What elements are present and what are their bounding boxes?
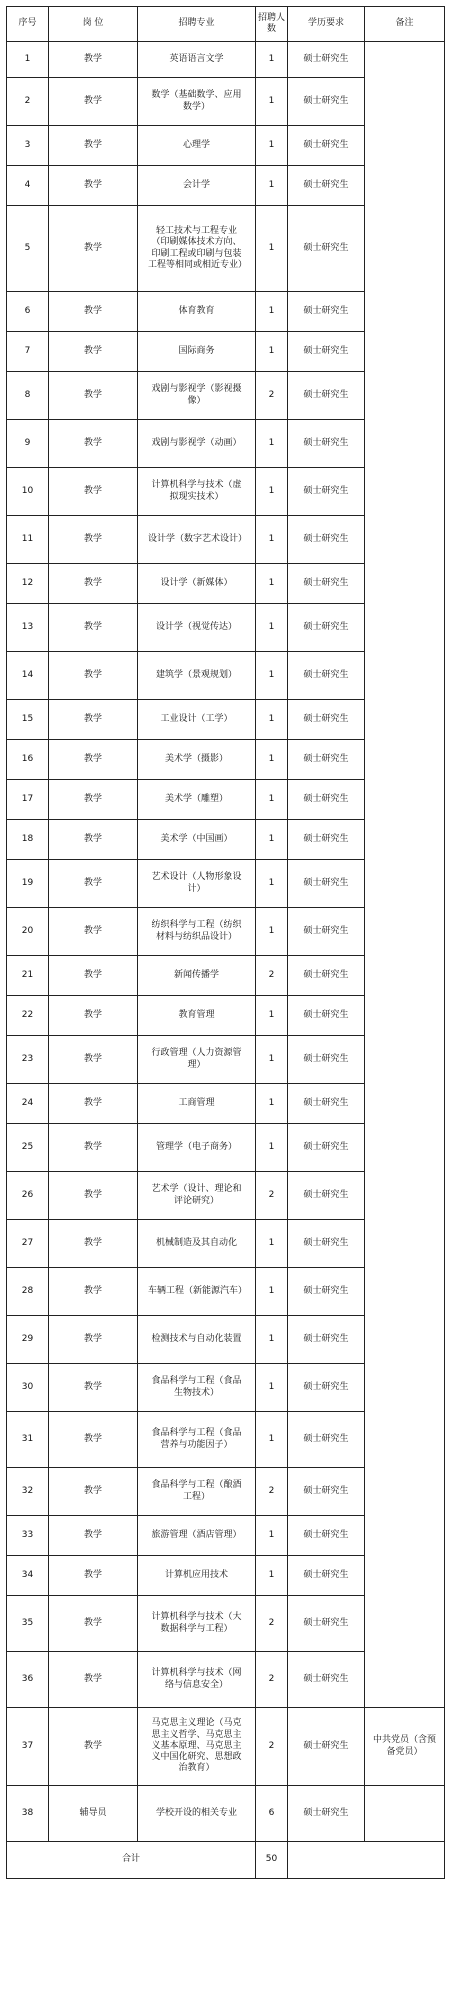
row-major: 数学（基础数学、应用数学） [138, 78, 256, 126]
row-major: 教育管理 [138, 996, 256, 1036]
row-count: 1 [256, 700, 288, 740]
row-no: 2 [7, 78, 49, 126]
row-education: 硕士研究生 [288, 420, 365, 468]
row-count: 1 [256, 1220, 288, 1268]
row-count: 2 [256, 1596, 288, 1652]
row-no: 9 [7, 420, 49, 468]
row-education: 硕士研究生 [288, 1124, 365, 1172]
total-empty-cell [288, 1842, 445, 1879]
row-position: 教学 [49, 1708, 138, 1786]
row-count: 1 [256, 1084, 288, 1124]
row-major: 行政管理（人力资源管理） [138, 1036, 256, 1084]
row-no: 3 [7, 126, 49, 166]
row-education: 硕士研究生 [288, 908, 365, 956]
row-count: 1 [256, 908, 288, 956]
row-count: 1 [256, 516, 288, 564]
row-major: 学校开设的相关专业 [138, 1786, 256, 1842]
row-education: 硕士研究生 [288, 1316, 365, 1364]
row-count: 1 [256, 1516, 288, 1556]
row-education: 硕士研究生 [288, 1516, 365, 1556]
row-major: 设计学（数字艺术设计） [138, 516, 256, 564]
row-major: 纺织科学与工程（纺织材料与纺织品设计） [138, 908, 256, 956]
row-position: 教学 [49, 652, 138, 700]
row-count: 1 [256, 1036, 288, 1084]
row-count: 1 [256, 1556, 288, 1596]
row-no: 23 [7, 1036, 49, 1084]
row-education: 硕士研究生 [288, 820, 365, 860]
row-position: 教学 [49, 126, 138, 166]
recruitment-table-page [6, 6, 444, 1990]
row-count: 1 [256, 604, 288, 652]
recruitment-table [6, 6, 445, 1879]
row-major: 检测技术与自动化装置 [138, 1316, 256, 1364]
row-no: 13 [7, 604, 49, 652]
row-count: 1 [256, 652, 288, 700]
row-no: 30 [7, 1364, 49, 1412]
row-position: 教学 [49, 604, 138, 652]
row-major: 国际商务 [138, 332, 256, 372]
row-major: 体育教育 [138, 292, 256, 332]
row-position: 教学 [49, 1516, 138, 1556]
row-position: 教学 [49, 1220, 138, 1268]
row-no: 31 [7, 1412, 49, 1468]
row-count: 1 [256, 292, 288, 332]
row-position: 教学 [49, 42, 138, 78]
row-count: 1 [256, 1124, 288, 1172]
row-major: 设计学（视觉传达） [138, 604, 256, 652]
row-no: 37 [7, 1708, 49, 1786]
row-position: 教学 [49, 820, 138, 860]
row-education: 硕士研究生 [288, 1036, 365, 1084]
row-position: 教学 [49, 516, 138, 564]
row-position: 教学 [49, 1316, 138, 1364]
row-no: 34 [7, 1556, 49, 1596]
row-position: 教学 [49, 1596, 138, 1652]
row-education: 硕士研究生 [288, 1652, 365, 1708]
header-position: 岗 位 [49, 7, 138, 42]
row-no: 20 [7, 908, 49, 956]
table-body [7, 42, 445, 1842]
row-count: 1 [256, 996, 288, 1036]
row-no: 28 [7, 1268, 49, 1316]
table-header-row [7, 7, 445, 42]
row-position: 教学 [49, 908, 138, 956]
row-major: 美术学（雕塑） [138, 780, 256, 820]
row-education: 硕士研究生 [288, 1268, 365, 1316]
row-major: 食品科学与工程（食品生物技术） [138, 1364, 256, 1412]
row-no: 7 [7, 332, 49, 372]
row-education: 硕士研究生 [288, 468, 365, 516]
row-major: 新闻传播学 [138, 956, 256, 996]
row-count: 1 [256, 740, 288, 780]
row-position: 教学 [49, 1124, 138, 1172]
row-position: 教学 [49, 166, 138, 206]
row-count: 1 [256, 1412, 288, 1468]
row-count: 1 [256, 166, 288, 206]
row-count: 2 [256, 1468, 288, 1516]
row-no: 33 [7, 1516, 49, 1556]
note-cell: 中共党员（含预备党员） [365, 1708, 445, 1786]
row-no: 35 [7, 1596, 49, 1652]
row-education: 硕士研究生 [288, 166, 365, 206]
row-education: 硕士研究生 [288, 1084, 365, 1124]
table-row [7, 42, 445, 78]
total-count: 50 [256, 1842, 288, 1879]
row-no: 4 [7, 166, 49, 206]
row-position: 教学 [49, 1556, 138, 1596]
row-count: 1 [256, 564, 288, 604]
row-education: 硕士研究生 [288, 780, 365, 820]
row-education: 硕士研究生 [288, 206, 365, 292]
row-no: 24 [7, 1084, 49, 1124]
row-count: 2 [256, 956, 288, 996]
row-major: 机械制造及其自动化 [138, 1220, 256, 1268]
row-education: 硕士研究生 [288, 126, 365, 166]
row-major: 戏剧与影视学（动画） [138, 420, 256, 468]
row-no: 22 [7, 996, 49, 1036]
row-position: 教学 [49, 956, 138, 996]
row-no: 8 [7, 372, 49, 420]
total-label: 合计 [7, 1842, 256, 1879]
row-count: 1 [256, 206, 288, 292]
header-major: 招聘专业 [138, 7, 256, 42]
row-no: 27 [7, 1220, 49, 1268]
note-empty-cell [365, 42, 445, 1708]
row-no: 1 [7, 42, 49, 78]
row-count: 1 [256, 126, 288, 166]
row-major: 轻工技术与工程专业（印刷媒体技术方向、印刷工程或印刷与包装工程等相同或相近专业） [138, 206, 256, 292]
row-education: 硕士研究生 [288, 332, 365, 372]
row-no: 38 [7, 1786, 49, 1842]
row-position: 教学 [49, 1652, 138, 1708]
row-major: 艺术学（设计、理论和评论研究） [138, 1172, 256, 1220]
row-position: 教学 [49, 860, 138, 908]
row-no: 11 [7, 516, 49, 564]
row-count: 1 [256, 42, 288, 78]
row-major: 建筑学（景观规划） [138, 652, 256, 700]
row-no: 26 [7, 1172, 49, 1220]
row-education: 硕士研究生 [288, 372, 365, 420]
row-education: 硕士研究生 [288, 564, 365, 604]
row-major: 车辆工程（新能源汽车） [138, 1268, 256, 1316]
table-row [7, 1786, 445, 1842]
row-position: 教学 [49, 996, 138, 1036]
row-count: 1 [256, 420, 288, 468]
row-count: 2 [256, 1172, 288, 1220]
row-count: 2 [256, 1652, 288, 1708]
row-no: 19 [7, 860, 49, 908]
row-position: 教学 [49, 206, 138, 292]
row-major: 马克思主义理论（马克思主义哲学、马克思主义基本原理、马克思主义中国化研究、思想政治教育） [138, 1708, 256, 1786]
row-position: 教学 [49, 78, 138, 126]
row-education: 硕士研究生 [288, 42, 365, 78]
row-no: 6 [7, 292, 49, 332]
row-education: 硕士研究生 [288, 956, 365, 996]
row-position: 辅导员 [49, 1786, 138, 1842]
row-education: 硕士研究生 [288, 78, 365, 126]
row-position: 教学 [49, 372, 138, 420]
row-major: 工商管理 [138, 1084, 256, 1124]
header-no: 序号 [7, 7, 49, 42]
row-count: 1 [256, 820, 288, 860]
row-major: 计算机科学与技术（大数据科学与工程） [138, 1596, 256, 1652]
row-major: 计算机应用技术 [138, 1556, 256, 1596]
row-education: 硕士研究生 [288, 1786, 365, 1842]
row-major: 会计学 [138, 166, 256, 206]
row-education: 硕士研究生 [288, 292, 365, 332]
row-no: 21 [7, 956, 49, 996]
row-position: 教学 [49, 564, 138, 604]
row-no: 17 [7, 780, 49, 820]
row-position: 教学 [49, 1084, 138, 1124]
row-no: 32 [7, 1468, 49, 1516]
row-education: 硕士研究生 [288, 996, 365, 1036]
row-position: 教学 [49, 1268, 138, 1316]
row-education: 硕士研究生 [288, 700, 365, 740]
row-position: 教学 [49, 1412, 138, 1468]
row-count: 1 [256, 468, 288, 516]
row-major: 戏剧与影视学（影视摄像） [138, 372, 256, 420]
row-no: 25 [7, 1124, 49, 1172]
row-education: 硕士研究生 [288, 860, 365, 908]
row-count: 2 [256, 1708, 288, 1786]
row-position: 教学 [49, 468, 138, 516]
row-no: 14 [7, 652, 49, 700]
row-position: 教学 [49, 292, 138, 332]
row-position: 教学 [49, 740, 138, 780]
row-major: 艺术设计（人物形象设计） [138, 860, 256, 908]
row-education: 硕士研究生 [288, 1468, 365, 1516]
row-major: 英语语言文学 [138, 42, 256, 78]
row-position: 教学 [49, 1036, 138, 1084]
table-row [7, 1708, 445, 1786]
row-no: 16 [7, 740, 49, 780]
row-no: 12 [7, 564, 49, 604]
row-count: 1 [256, 860, 288, 908]
row-no: 15 [7, 700, 49, 740]
row-position: 教学 [49, 420, 138, 468]
header-education: 学历要求 [288, 7, 365, 42]
row-count: 1 [256, 1364, 288, 1412]
row-major: 旅游管理（酒店管理） [138, 1516, 256, 1556]
row-major: 计算机科学与技术（网络与信息安全） [138, 1652, 256, 1708]
row-major: 食品科学与工程（酿酒工程） [138, 1468, 256, 1516]
header-count: 招聘人数 [256, 7, 288, 42]
row-education: 硕士研究生 [288, 1412, 365, 1468]
row-education: 硕士研究生 [288, 740, 365, 780]
row-education: 硕士研究生 [288, 516, 365, 564]
row-major: 食品科学与工程（食品营养与功能因子） [138, 1412, 256, 1468]
row-no: 18 [7, 820, 49, 860]
row-education: 硕士研究生 [288, 1556, 365, 1596]
header-note: 备注 [365, 7, 445, 42]
row-position: 教学 [49, 1172, 138, 1220]
row-no: 5 [7, 206, 49, 292]
row-no: 29 [7, 1316, 49, 1364]
row-position: 教学 [49, 332, 138, 372]
row-position: 教学 [49, 700, 138, 740]
row-count: 1 [256, 78, 288, 126]
row-education: 硕士研究生 [288, 1172, 365, 1220]
total-row [7, 1842, 445, 1879]
row-count: 1 [256, 332, 288, 372]
note-empty-cell [365, 1786, 445, 1842]
row-major: 管理学（电子商务） [138, 1124, 256, 1172]
row-count: 6 [256, 1786, 288, 1842]
row-major: 心理学 [138, 126, 256, 166]
row-no: 10 [7, 468, 49, 516]
row-count: 2 [256, 372, 288, 420]
row-major: 美术学（中国画） [138, 820, 256, 860]
row-education: 硕士研究生 [288, 1220, 365, 1268]
row-count: 1 [256, 1268, 288, 1316]
row-position: 教学 [49, 1468, 138, 1516]
row-education: 硕士研究生 [288, 1364, 365, 1412]
row-education: 硕士研究生 [288, 604, 365, 652]
row-major: 设计学（新媒体） [138, 564, 256, 604]
row-major: 美术学（摄影） [138, 740, 256, 780]
row-count: 1 [256, 1316, 288, 1364]
row-major: 工业设计（工学） [138, 700, 256, 740]
row-education: 硕士研究生 [288, 1596, 365, 1652]
row-count: 1 [256, 780, 288, 820]
row-no: 36 [7, 1652, 49, 1708]
row-position: 教学 [49, 780, 138, 820]
row-major: 计算机科学与技术（虚拟现实技术） [138, 468, 256, 516]
row-position: 教学 [49, 1364, 138, 1412]
row-education: 硕士研究生 [288, 1708, 365, 1786]
row-education: 硕士研究生 [288, 652, 365, 700]
